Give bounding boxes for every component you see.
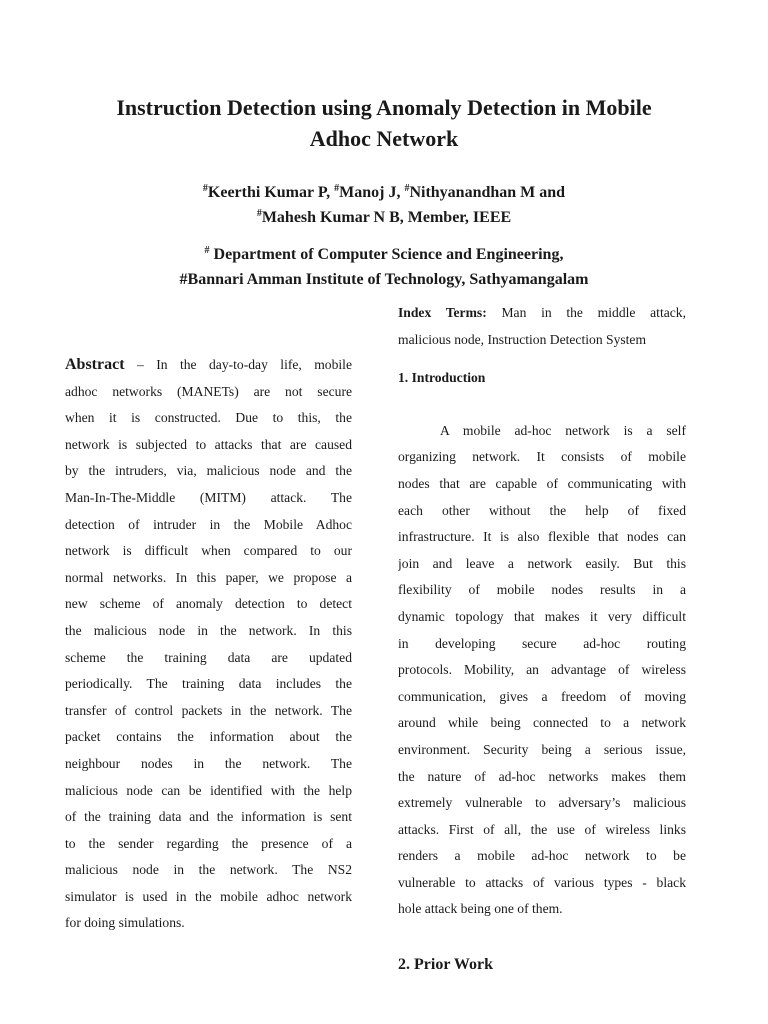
introduction-line: renders a mobile ad-hoc network to be bbox=[398, 848, 686, 864]
author-4: Mahesh Kumar N B, Member, IEEE bbox=[261, 209, 512, 226]
title-line-2: Adhoc Network bbox=[309, 126, 459, 151]
author-mark: # bbox=[202, 183, 208, 194]
abstract-text: – In the day-to-day life, mobile bbox=[124, 357, 352, 372]
abstract-line: malicious node can be identified with the help bbox=[65, 782, 352, 798]
introduction-line: extremely vulnerable to adversary’s malicious bbox=[398, 795, 686, 811]
abstract-line: periodically. The training data includes the bbox=[65, 676, 352, 692]
abstract-line: simulator is used in the mobile adhoc network bbox=[65, 888, 352, 904]
index-terms-text-1: Man in the middle attack, bbox=[486, 305, 686, 320]
abstract-column bbox=[65, 352, 352, 937]
author-line-1 bbox=[60, 180, 708, 205]
abstract-line: to the sender regarding the presence of a bbox=[65, 835, 352, 851]
introduction-line: join and leave a network easily. But this bbox=[398, 555, 686, 571]
author-3: Nithyanandhan M and bbox=[409, 184, 566, 201]
introduction-line: vulnerable to attacks of various types - black bbox=[398, 874, 686, 890]
abstract-line: detection of intruder in the Mobile Adhoc bbox=[65, 516, 352, 532]
index-terms-line-2: malicious node, Instruction Detection System bbox=[398, 331, 647, 347]
abstract-line bbox=[65, 352, 352, 379]
abstract-line: transfer of control packets in the network. The bbox=[65, 702, 352, 718]
right-column bbox=[398, 300, 686, 923]
introduction-line: around while being connected to a network bbox=[398, 715, 686, 731]
abstract-line: when it is constructed. Due to this, the bbox=[65, 410, 352, 426]
introduction-body bbox=[398, 418, 686, 923]
introduction-line: nodes that are capable of communicating with bbox=[398, 475, 686, 491]
introduction-line: attacks. First of all, the use of wireless links bbox=[398, 821, 686, 837]
introduction-line: A mobile ad-hoc network is a self bbox=[440, 422, 686, 438]
index-terms-line-1 bbox=[398, 300, 686, 327]
introduction-line: protocols. Mobility, an advantage of wireless bbox=[398, 662, 686, 678]
author-2: Manoj J, bbox=[339, 184, 405, 201]
abstract-line: new scheme of anomaly detection to detect bbox=[65, 596, 352, 612]
affiliation-line-2: #Bannari Amman Institute of Technology, Sathyamangalam bbox=[179, 271, 589, 288]
introduction-line: the nature of ad-hoc networks makes them bbox=[398, 768, 686, 784]
abstract-heading: Abstract bbox=[65, 356, 125, 373]
author-mark: # bbox=[334, 183, 340, 194]
introduction-line: dynamic topology that makes it very difficult bbox=[398, 608, 686, 624]
author-line-2 bbox=[60, 205, 708, 230]
introduction-line: flexibility of mobile nodes results in a bbox=[398, 582, 686, 598]
abstract-line: of the training data and the information is sent bbox=[65, 809, 352, 825]
abstract-line: malicious node in the network. The NS2 bbox=[65, 862, 352, 878]
introduction-line: communication, gives a freedom of moving bbox=[398, 688, 686, 704]
abstract-line: neighbour nodes in the network. The bbox=[65, 755, 352, 771]
abstract-line: network is difficult when compared to our bbox=[65, 543, 352, 559]
abstract-line: normal networks. In this paper, we propose a bbox=[65, 569, 352, 585]
affiliation bbox=[60, 242, 708, 292]
author-mark: # bbox=[404, 183, 410, 194]
abstract-line: the malicious node in the network. In this bbox=[65, 622, 352, 638]
index-terms-label: Index Terms: bbox=[398, 305, 487, 320]
author-mark: # bbox=[256, 208, 262, 219]
author-1: Keerthi Kumar P, bbox=[207, 184, 335, 201]
abstract-line: packet contains the information about the bbox=[65, 729, 352, 745]
abstract-line: adhoc networks (MANETs) are not secure bbox=[65, 383, 352, 399]
abstract-line: scheme the training data are updated bbox=[65, 649, 352, 665]
department: Department of Computer Science and Engineering, bbox=[209, 246, 564, 263]
affiliation-line-1 bbox=[60, 242, 708, 267]
introduction-line: organizing network. It consists of mobile bbox=[398, 449, 686, 465]
title-line-1: Instruction Detection using Anomaly Detection in Mobile bbox=[116, 95, 652, 120]
introduction-line: environment. Security being a serious issue, bbox=[398, 741, 686, 757]
affiliation-mark: # bbox=[204, 245, 210, 256]
abstract-line: network is subjected to attacks that are caused bbox=[65, 436, 352, 452]
introduction-heading: 1. Introduction bbox=[398, 370, 486, 386]
introduction-line: infrastructure. It is also flexible that nodes can bbox=[398, 529, 686, 545]
prior-work-heading: 2. Prior Work bbox=[398, 956, 493, 973]
paper-title bbox=[60, 92, 708, 154]
introduction-line: hole attack being one of them. bbox=[398, 901, 563, 917]
introduction-line: each other without the help of fixed bbox=[398, 502, 686, 518]
introduction-line: in developing secure ad-hoc routing bbox=[398, 635, 686, 651]
abstract-line: by the intruders, via, malicious node and the bbox=[65, 463, 352, 479]
author-list bbox=[60, 180, 708, 230]
index-terms bbox=[398, 300, 686, 353]
abstract-line: Man-In-The-Middle (MITM) attack. The bbox=[65, 489, 352, 505]
abstract-line: for doing simulations. bbox=[65, 915, 185, 931]
